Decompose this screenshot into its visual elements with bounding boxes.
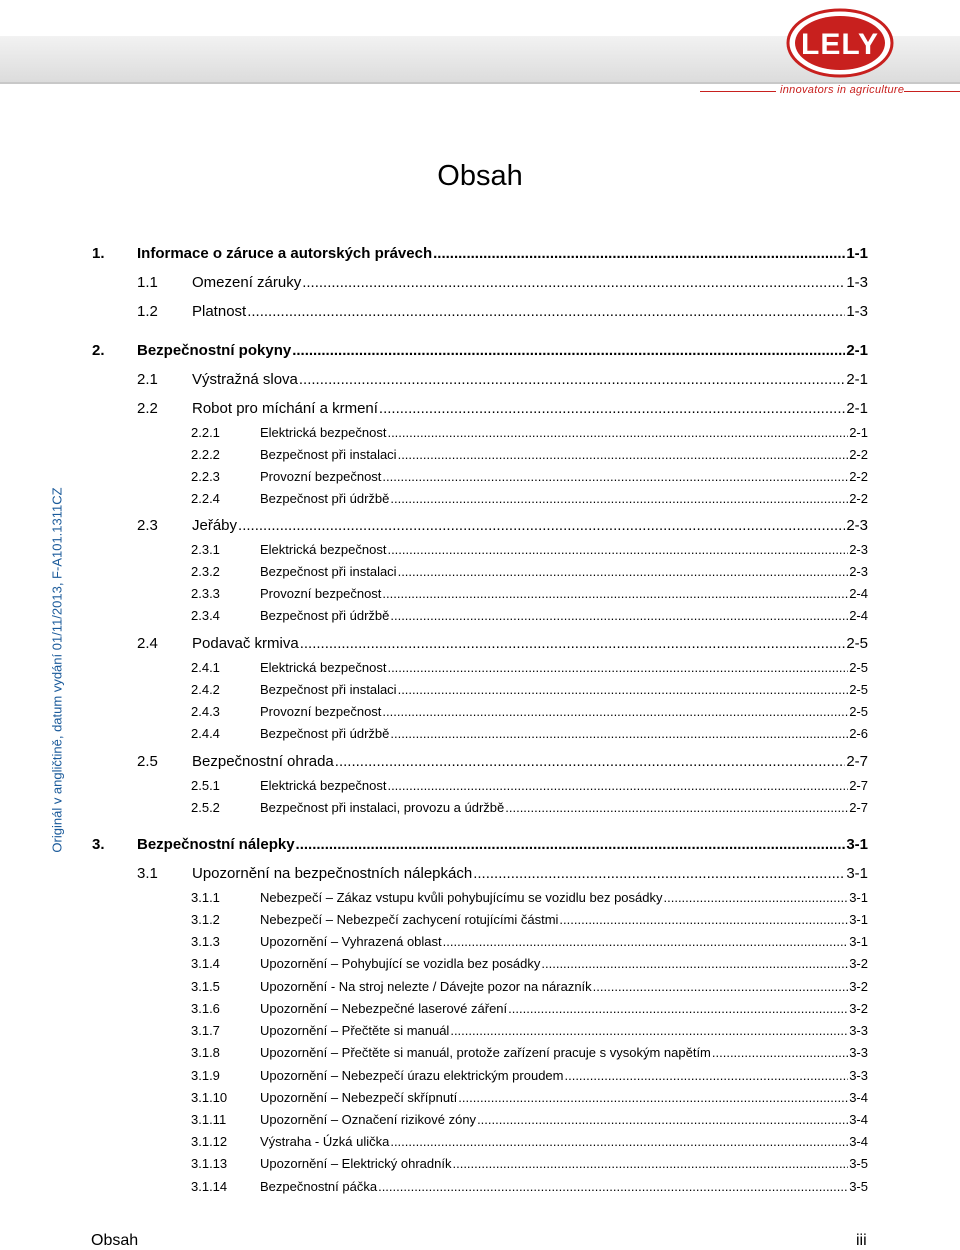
toc-entry-page: 2-2 <box>849 469 868 484</box>
toc-entry[interactable] <box>191 778 868 793</box>
toc-entry-label: Provozní bezpečnost <box>260 704 382 719</box>
toc-entry-number: 2.3.2 <box>191 564 220 579</box>
toc-entry-number: 3.1.5 <box>191 979 220 994</box>
tagline-rule-left <box>700 91 776 92</box>
toc-entry-page: 2-4 <box>849 586 868 601</box>
toc-entry-label: Upozornění – Přečtěte si manuál, protože zařízení pracuje s vysokým napětím <box>260 1045 711 1060</box>
toc-entry-number: 3.1.1 <box>191 890 220 905</box>
toc-entry-label: Výstražná slova <box>192 371 298 388</box>
toc-entry-number: 2.1 <box>137 371 158 388</box>
toc-entry-number: 3.1.14 <box>191 1179 228 1194</box>
toc-entry-label: Bezpečnost při instalaci <box>260 564 397 579</box>
toc-entry[interactable] <box>137 400 868 417</box>
toc-entry[interactable] <box>191 564 868 579</box>
toc-entry-label: Elektrická bezpečnost <box>260 425 387 440</box>
toc-entry-label: Upozornění – Vyhrazená oblast <box>260 934 442 949</box>
toc-entry-page: 2-7 <box>846 753 868 770</box>
toc-entry-page: 2-3 <box>849 542 868 557</box>
page-title: Obsah <box>437 160 523 192</box>
toc-entry[interactable] <box>92 836 868 853</box>
toc-dot-leader <box>505 800 848 815</box>
toc-entry-page: 3-2 <box>849 979 868 994</box>
toc-entry[interactable] <box>191 447 868 462</box>
toc-entry[interactable] <box>191 542 868 557</box>
toc-entry-label: Jeřáby <box>192 517 238 534</box>
toc-entry-page: 2-2 <box>849 491 868 506</box>
toc-entry-number: 2.5 <box>137 753 158 770</box>
toc-entry-number: 3. <box>92 836 105 853</box>
toc-dot-leader <box>390 1134 848 1149</box>
toc-dot-leader <box>473 865 845 882</box>
toc-entry[interactable] <box>92 342 868 359</box>
toc-entry-number: 3.1.6 <box>191 1001 220 1016</box>
toc-entry-number: 3.1.2 <box>191 912 220 927</box>
toc-entry[interactable] <box>191 726 868 741</box>
toc-entry-number: 2.2.4 <box>191 491 220 506</box>
toc-entry-number: 3.1.3 <box>191 934 220 949</box>
toc-entry[interactable] <box>191 608 868 623</box>
toc-entry-label: Upozornění – Elektrický ohradník <box>260 1156 452 1171</box>
toc-entry-label: Bezpečnost při údržbě <box>260 491 390 506</box>
toc-entry-label: Bezpečnostní ohrada <box>192 753 334 770</box>
tagline: innovators in agriculture <box>780 84 905 96</box>
toc-dot-leader <box>302 274 845 291</box>
toc-entry-label: Elektrická bezpečnost <box>260 542 387 557</box>
toc-dot-leader <box>387 660 848 675</box>
toc-entry[interactable] <box>191 956 868 971</box>
toc-dot-leader <box>508 1001 848 1016</box>
footer-section: Obsah <box>91 1232 139 1249</box>
toc-dot-leader <box>387 778 848 793</box>
toc-entry-page: 2-3 <box>846 517 868 534</box>
toc-entry-number: 2.2.2 <box>191 447 220 462</box>
toc-entry-page: 2-5 <box>849 704 868 719</box>
toc-entry-page: 2-1 <box>846 342 868 359</box>
toc-entry-number: 3.1.9 <box>191 1068 220 1083</box>
toc-dot-leader <box>398 564 849 579</box>
toc-entry-number: 3.1.13 <box>191 1156 228 1171</box>
toc-entry-page: 3-3 <box>849 1068 868 1083</box>
toc-entry-page: 3-5 <box>849 1156 868 1171</box>
toc-entry[interactable] <box>137 865 868 882</box>
toc-entry-page: 2-7 <box>849 778 868 793</box>
toc-entry-label: Upozornění – Nebezpečí skřípnutí <box>260 1090 458 1105</box>
toc-entry-number: 2.5.1 <box>191 778 220 793</box>
toc-entry-number: 2.4.4 <box>191 726 220 741</box>
toc-entry-label: Upozornění – Označení rizikové zóny <box>260 1112 477 1127</box>
toc-entry[interactable] <box>191 890 868 905</box>
lely-logo <box>786 8 894 78</box>
toc-dot-leader <box>458 1090 848 1105</box>
toc-entry[interactable] <box>191 979 868 994</box>
footer-page-number: iii <box>856 1232 867 1249</box>
toc-entry[interactable] <box>137 274 868 291</box>
toc-entry-number: 2.3.3 <box>191 586 220 601</box>
toc-dot-leader <box>335 753 846 770</box>
toc-entry-label: Nebezpečí – Nebezpečí zachycení rotujícími částmi <box>260 912 559 927</box>
toc-entry-page: 1-3 <box>846 303 868 320</box>
toc-entry-number: 3.1.12 <box>191 1134 228 1149</box>
toc-entry-page: 3-1 <box>846 865 868 882</box>
toc-entry[interactable] <box>137 371 868 388</box>
toc-entry-number: 3.1.11 <box>191 1112 227 1127</box>
toc-entry-number: 2.2.3 <box>191 469 220 484</box>
toc-entry[interactable] <box>191 912 868 927</box>
toc-entry-number: 2.2 <box>137 400 158 417</box>
toc-entry-label: Bezpečnost při instalaci <box>260 447 397 462</box>
toc-entry[interactable] <box>137 303 868 320</box>
toc-entry-label: Upozornění – Přečtěte si manuál <box>260 1023 450 1038</box>
toc-entry-label: Bezpečnost při instalaci, provozu a údržbě <box>260 800 505 815</box>
toc-entry-label: Upozornění – Pohybující se vozidla bez posádky <box>260 956 541 971</box>
toc-entry-page: 2-1 <box>846 400 868 417</box>
toc-entry[interactable] <box>191 1090 868 1105</box>
tagline-rule-right <box>904 91 960 92</box>
toc-entry-page: 3-2 <box>849 1001 868 1016</box>
toc-entry-label: Bezpečnostní nálepky <box>137 836 295 853</box>
toc-entry-label: Bezpečnost při údržbě <box>260 726 390 741</box>
toc-entry[interactable] <box>137 635 868 652</box>
toc-entry-page: 3-1 <box>849 890 868 905</box>
toc-dot-leader <box>593 979 849 994</box>
toc-entry-number: 3.1.8 <box>191 1045 220 1060</box>
toc-entry-page: 2-4 <box>849 608 868 623</box>
toc-dot-leader <box>390 491 848 506</box>
toc-entry[interactable] <box>191 1134 868 1149</box>
toc-entry-label: Elektrická bezpečnost <box>260 660 387 675</box>
toc-dot-leader <box>238 517 845 534</box>
toc-entry-page: 2-6 <box>849 726 868 741</box>
toc-entry-number: 1.1 <box>137 274 158 291</box>
toc-entry-page: 3-5 <box>849 1179 868 1194</box>
toc-entry-number: 2. <box>92 342 105 359</box>
toc-dot-leader <box>564 1068 848 1083</box>
toc-entry-number: 2.4 <box>137 635 158 652</box>
toc-entry-label: Omezení záruky <box>192 274 302 291</box>
toc-entry[interactable] <box>191 469 868 484</box>
side-note: Originál v angličtině, datum vydání 01/11/2013, F-A101.1311CZ <box>49 487 65 853</box>
toc-entry-number: 1.2 <box>137 303 158 320</box>
toc-entry[interactable] <box>191 1001 868 1016</box>
toc-entry-page: 3-3 <box>849 1045 868 1060</box>
toc-entry-page: 3-1 <box>849 912 868 927</box>
toc-dot-leader <box>378 1179 848 1194</box>
toc-entry-number: 2.3.4 <box>191 608 220 623</box>
toc-dot-leader <box>477 1112 848 1127</box>
toc-entry-page: 2-5 <box>849 682 868 697</box>
toc-entry[interactable] <box>137 753 868 770</box>
toc-entry-page: 2-5 <box>846 635 868 652</box>
toc-entry-number: 3.1.10 <box>191 1090 228 1105</box>
toc-dot-leader <box>390 608 848 623</box>
toc-entry[interactable] <box>191 1023 868 1038</box>
toc-entry-label: Podavač krmiva <box>192 635 299 652</box>
toc-entry-number: 2.4.1 <box>191 660 220 675</box>
toc-entry-label: Výstraha - Úzká ulička <box>260 1134 390 1149</box>
toc-dot-leader <box>382 586 848 601</box>
toc-dot-leader <box>433 245 845 262</box>
toc-dot-leader <box>398 682 849 697</box>
toc-dot-leader <box>292 342 845 359</box>
toc-entry-label: Platnost <box>192 303 247 320</box>
toc-entry-number: 2.3 <box>137 517 158 534</box>
toc-dot-leader <box>379 400 845 417</box>
logo-text: LELY <box>801 28 879 61</box>
toc-dot-leader <box>559 912 848 927</box>
toc-entry-label: Elektrická bezpečnost <box>260 778 387 793</box>
toc-entry-number: 1. <box>92 245 105 262</box>
toc-entry[interactable] <box>191 586 868 601</box>
toc-entry-number: 2.3.1 <box>191 542 220 557</box>
toc-entry-label: Bezpečnostní páčka <box>260 1179 378 1194</box>
toc-dot-leader <box>443 934 849 949</box>
toc-entry-label: Provozní bezpečnost <box>260 586 382 601</box>
toc-entry-page: 1-3 <box>846 274 868 291</box>
toc-dot-leader <box>712 1045 848 1060</box>
toc-entry-number: 3.1.4 <box>191 956 220 971</box>
toc-entry-page: 3-4 <box>849 1134 868 1149</box>
toc-entry-number: 2.5.2 <box>191 800 220 815</box>
toc-entry-page: 1-1 <box>846 245 868 262</box>
toc-entry-page: 3-4 <box>849 1090 868 1105</box>
toc-entry-label: Nebezpečí – Zákaz vstupu kvůli pohybujícímu se vozidlu bez posádky <box>260 890 663 905</box>
toc-entry-label: Bezpečnost při instalaci <box>260 682 397 697</box>
toc-entry[interactable] <box>92 245 868 262</box>
toc-entry[interactable] <box>191 934 868 949</box>
toc-entry-label: Upozornění - Na stroj nelezte / Dávejte pozor na nárazník <box>260 979 592 994</box>
toc-entry-page: 2-2 <box>849 447 868 462</box>
toc-dot-leader <box>398 447 849 462</box>
toc-entry-page: 3-4 <box>849 1112 868 1127</box>
toc-dot-leader <box>387 542 848 557</box>
toc-entry[interactable] <box>191 1068 868 1083</box>
toc-entry[interactable] <box>191 660 868 675</box>
toc-entry-page: 3-1 <box>849 934 868 949</box>
toc-entry-label: Upozornění – Nebezpečné laserové záření <box>260 1001 508 1016</box>
toc-entry-page: 3-1 <box>846 836 868 853</box>
toc-entry[interactable] <box>191 491 868 506</box>
toc-entry-label: Bezpečnostní pokyny <box>137 342 292 359</box>
toc-entry-page: 3-2 <box>849 956 868 971</box>
toc-entry-label: Bezpečnost při údržbě <box>260 608 390 623</box>
toc-entry-label: Provozní bezpečnost <box>260 469 382 484</box>
toc-entry[interactable] <box>191 704 868 719</box>
toc-dot-leader <box>541 956 848 971</box>
toc-dot-leader <box>296 836 846 853</box>
toc-dot-leader <box>382 704 848 719</box>
toc-entry-page: 2-5 <box>849 660 868 675</box>
toc-entry-page: 2-3 <box>849 564 868 579</box>
toc-entry-page: 2-7 <box>849 800 868 815</box>
toc-entry-page: 3-3 <box>849 1023 868 1038</box>
toc-dot-leader <box>664 890 849 905</box>
toc-entry[interactable] <box>191 1112 868 1127</box>
toc-entry[interactable] <box>191 1045 868 1060</box>
toc-entry-number: 2.2.1 <box>191 425 220 440</box>
toc-entry-label: Upozornění na bezpečnostních nálepkách <box>192 865 473 882</box>
toc-entry[interactable] <box>191 1179 868 1194</box>
toc-dot-leader <box>300 635 846 652</box>
toc-dot-leader <box>299 371 845 388</box>
toc-entry-page: 2-1 <box>849 425 868 440</box>
toc-entry-label: Informace o záruce a autorských právech <box>137 245 433 262</box>
toc-entry-number: 2.4.3 <box>191 704 220 719</box>
toc-dot-leader <box>247 303 845 320</box>
toc-entry-number: 2.4.2 <box>191 682 220 697</box>
toc-dot-leader <box>382 469 848 484</box>
toc-entry-label: Robot pro míchání a krmení <box>192 400 378 417</box>
toc-entry-number: 3.1 <box>137 865 158 882</box>
toc-entry-page: 2-1 <box>846 371 868 388</box>
toc-entry[interactable] <box>191 1156 868 1171</box>
toc-dot-leader <box>452 1156 848 1171</box>
toc-entry-number: 3.1.7 <box>191 1023 220 1038</box>
toc-dot-leader <box>387 425 848 440</box>
toc-dot-leader <box>450 1023 848 1038</box>
toc-dot-leader <box>390 726 848 741</box>
toc-entry[interactable] <box>191 800 868 815</box>
toc-entry[interactable] <box>137 517 868 534</box>
toc-entry[interactable] <box>191 425 868 440</box>
toc-entry-label: Upozornění – Nebezpečí úrazu elektrickým proudem <box>260 1068 564 1083</box>
toc-entry[interactable] <box>191 682 868 697</box>
